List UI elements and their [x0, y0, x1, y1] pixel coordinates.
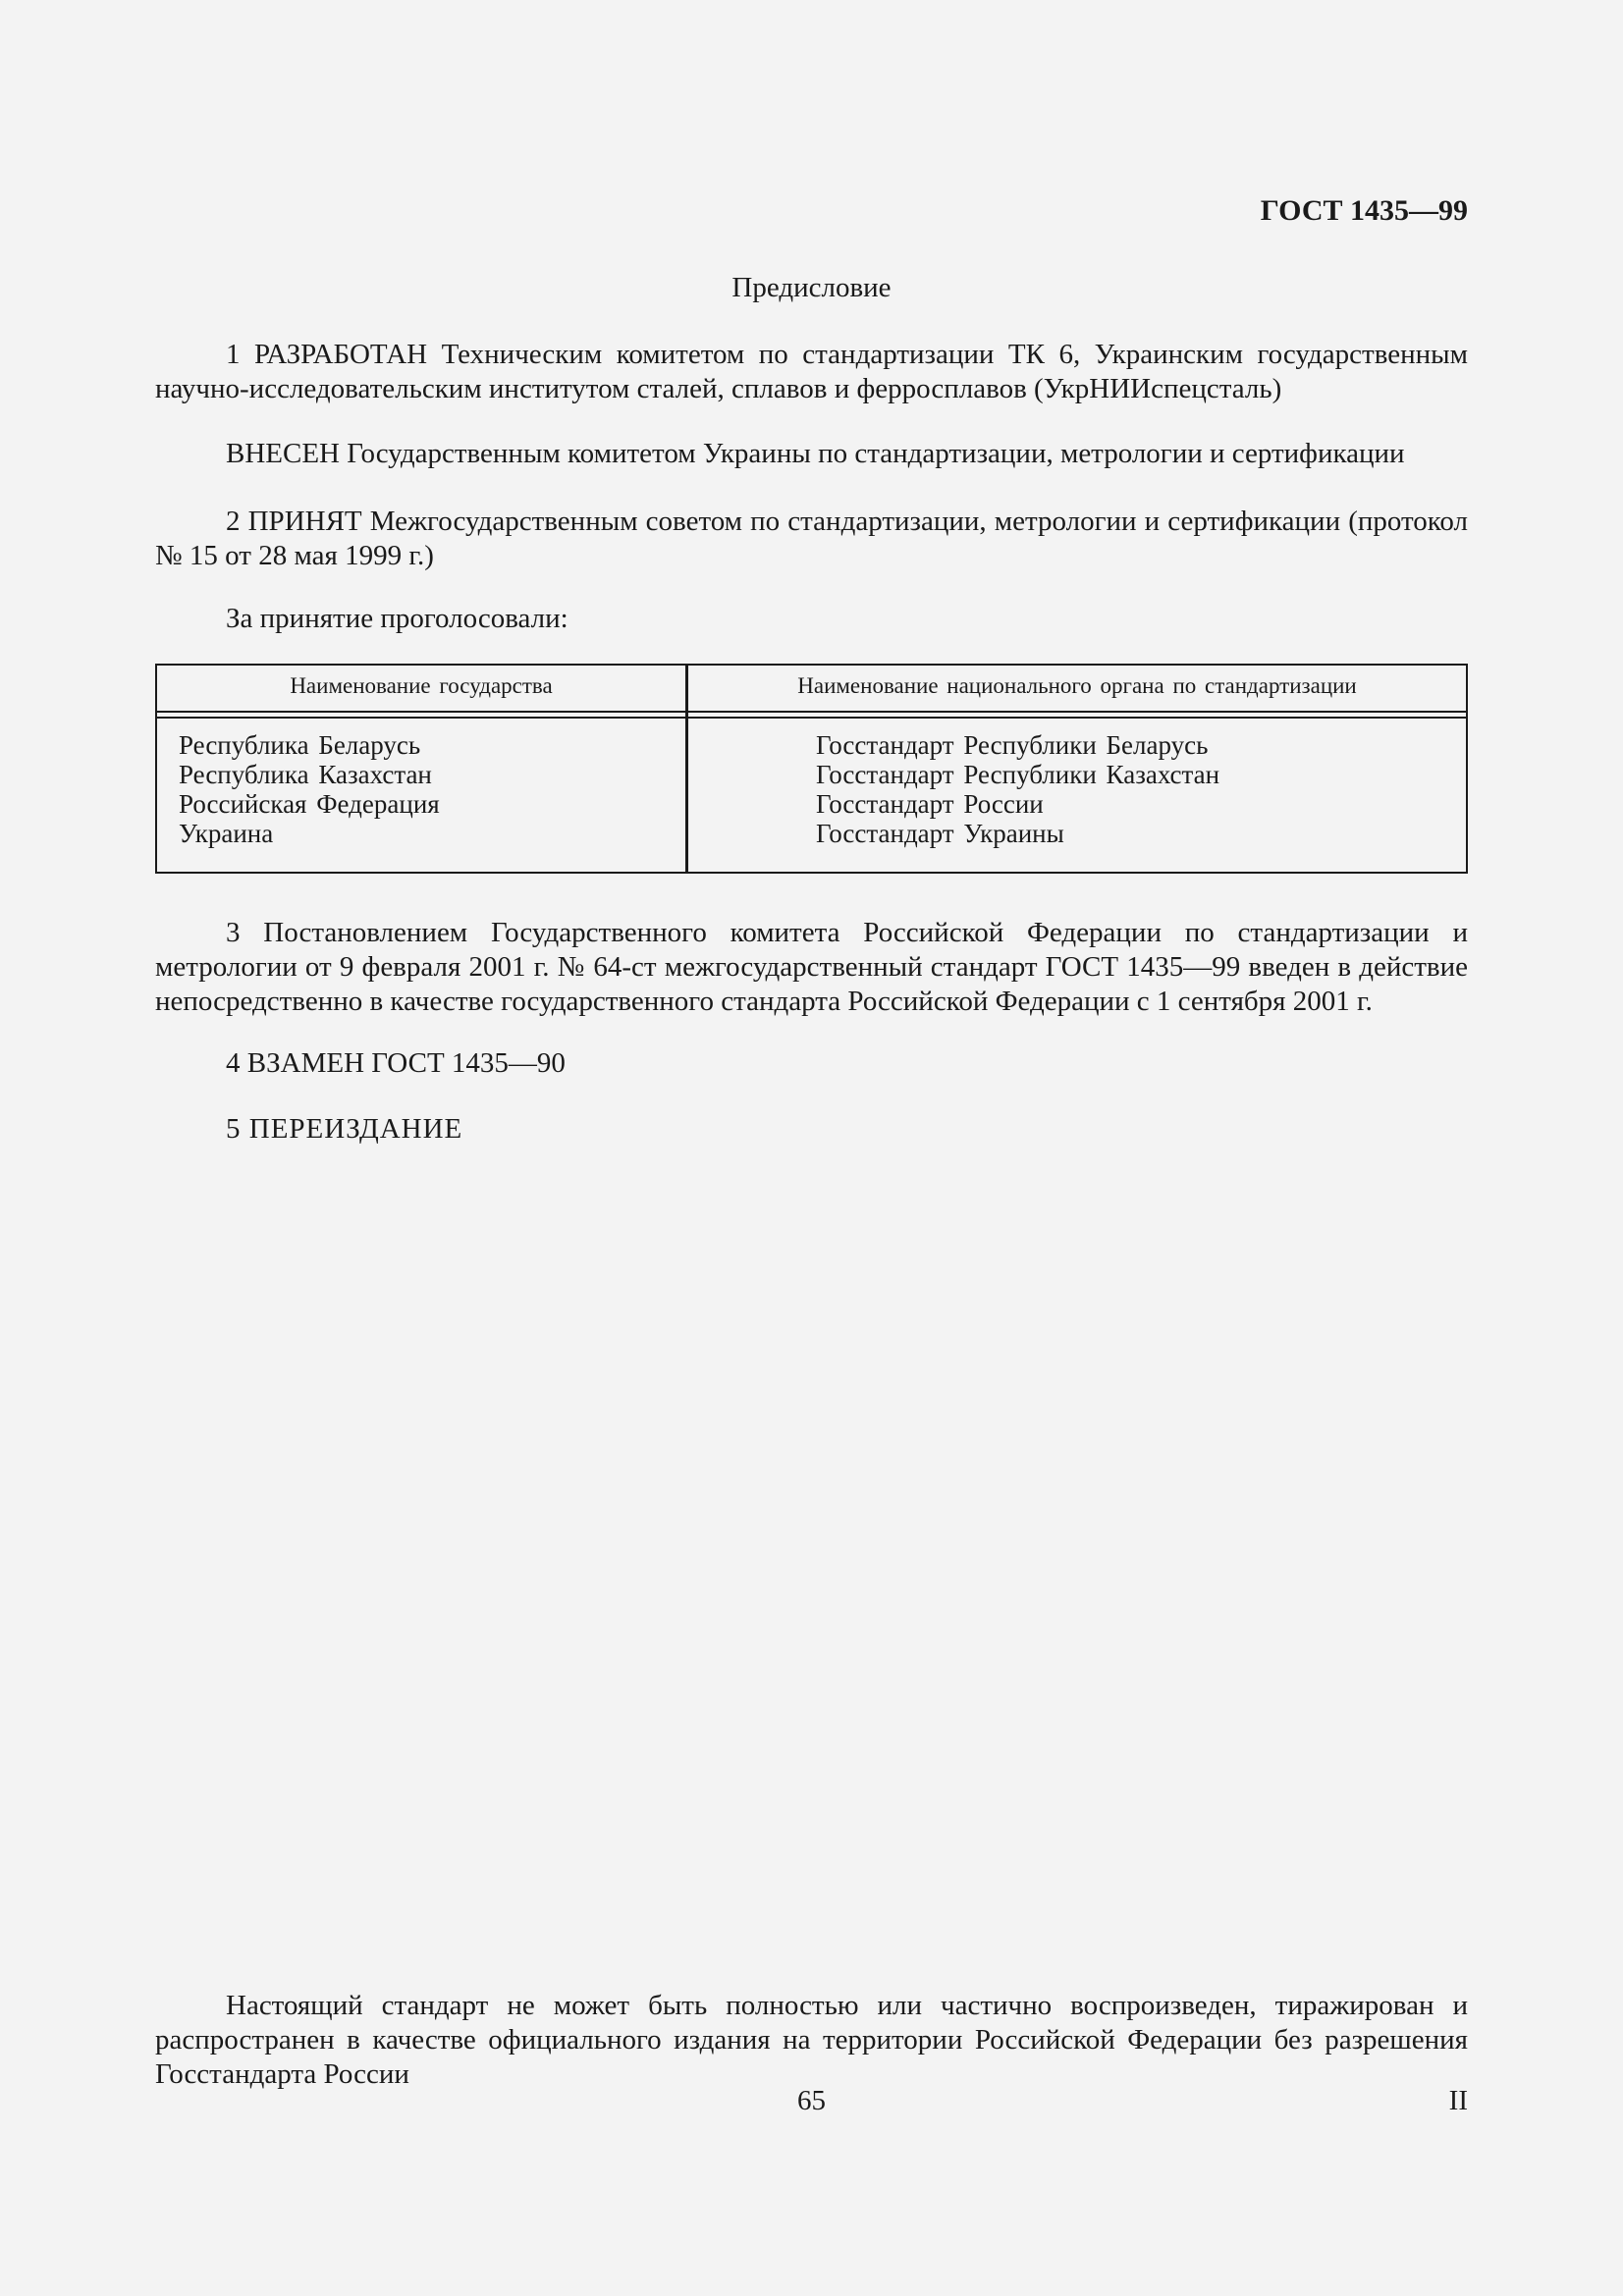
- table-cell-state: Российская Федерация: [179, 789, 440, 819]
- table-cell-authority: Госстандарт Республики Казахстан: [816, 760, 1220, 789]
- page-roman-numeral: II: [1448, 2085, 1468, 2116]
- document-code: ГОСТ 1435—99: [1260, 194, 1468, 227]
- page-number: 65: [797, 2085, 826, 2116]
- foreword-title: Предисловие: [731, 272, 892, 303]
- foreword-item-2: 2 ПРИНЯТ Межгосударственным советом по стандартизации, метрологии и сертификации (протокол № 15 от 28 мая 1999 г.): [155, 506, 1468, 571]
- table-column-authorities: [816, 730, 1219, 848]
- table-header-authority: Наименование национального органа по стандартизации: [797, 673, 1357, 698]
- foreword-introduced: ВНЕСЕН Государственным комитетом Украины по стандартизации, метрологии и сертификации: [226, 438, 1405, 469]
- table-cell-authority: Госстандарт России: [816, 789, 1044, 819]
- table-column-states: [179, 730, 440, 848]
- foreword-item-5: 5 ПЕРЕИЗДАНИЕ: [226, 1113, 463, 1145]
- copyright-notice: Настоящий стандарт не может быть полностью или частично воспроизведен, тиражирован и распространен в качестве официального издания на территории Российской Федерации без разрешения Госстандарта России: [155, 1990, 1468, 2090]
- foreword-item-4: 4 ВЗАМЕН ГОСТ 1435—90: [226, 1047, 566, 1079]
- table-cell-authority: Госстандарт Республики Беларусь: [816, 730, 1209, 760]
- foreword-item-1: 1 РАЗРАБОТАН Техническим комитетом по стандартизации ТК 6, Украинским государственным научно-исследовательским институтом сталей, сплавов и ферросплавов (УкрНИИспецсталь): [155, 339, 1468, 404]
- table-cell-state: Республика Беларусь: [179, 730, 421, 760]
- voted-intro: За принятие проголосовали:: [226, 603, 568, 634]
- table-cell-state: Украина: [179, 819, 274, 848]
- table-cell-state: Республика Казахстан: [179, 760, 432, 789]
- table-header-divider: [157, 711, 1466, 713]
- foreword-item-3: 3 Постановлением Государственного комитета Российской Федерации по стандартизации и метрологии от 9 февраля 2001 г. № 64-ст межгосударственный стандарт ГОСТ 1435—99 введен в действие непосредственно в качестве государственного стандарта Российской Федерации с 1 сентября 2001 г.: [155, 917, 1468, 1017]
- table-header-divider-double: [157, 717, 1466, 719]
- voting-table: [155, 664, 1468, 874]
- table-cell-authority: Госстандарт Украины: [816, 819, 1064, 848]
- table-header-state: Наименование государства: [290, 673, 553, 698]
